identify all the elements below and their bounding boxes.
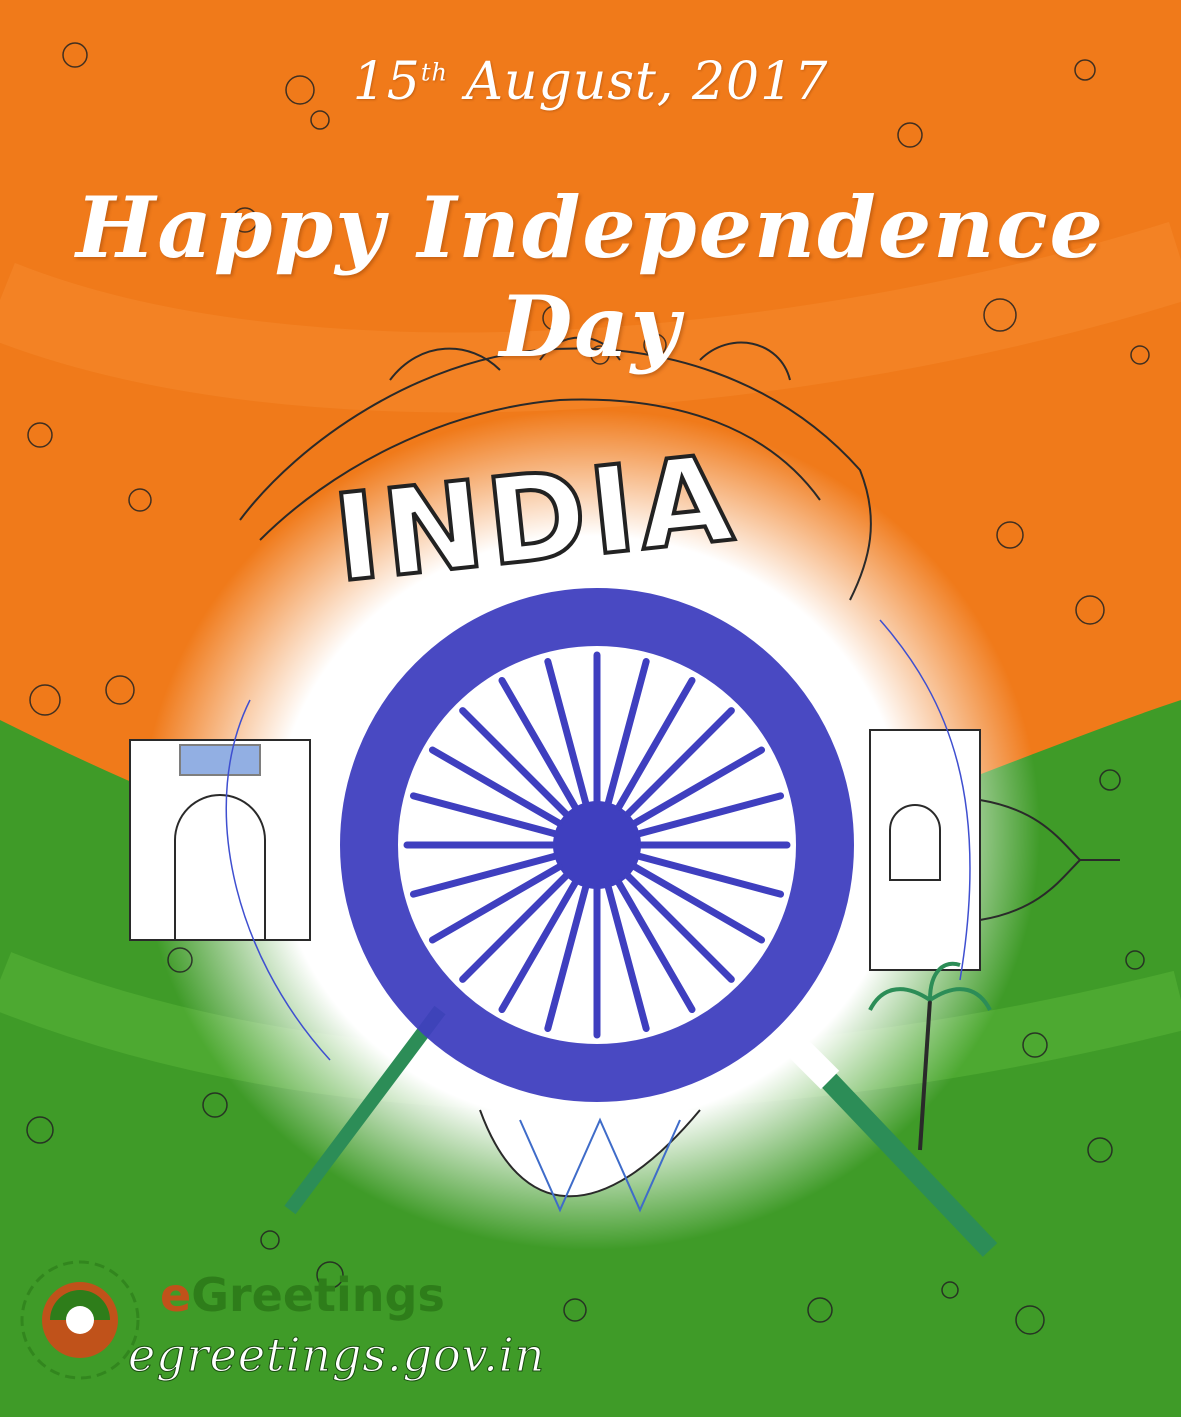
date-suffix: th <box>420 58 448 87</box>
date-heading <box>0 52 1181 112</box>
website-url: egreetings.gov.in <box>128 1328 546 1382</box>
greeting-title: Happy Independence Day <box>76 178 1105 376</box>
date-rest: August, 2017 <box>465 52 829 112</box>
date-day: 15 <box>352 52 421 112</box>
ashoka-chakra <box>369 617 825 1073</box>
logo-brand-text <box>160 1268 445 1322</box>
egreetings-logo <box>20 1250 546 1400</box>
logo-name: Greetings <box>191 1268 445 1322</box>
logo-prefix: e <box>160 1268 192 1322</box>
india-lettering: INDIA <box>327 429 743 610</box>
